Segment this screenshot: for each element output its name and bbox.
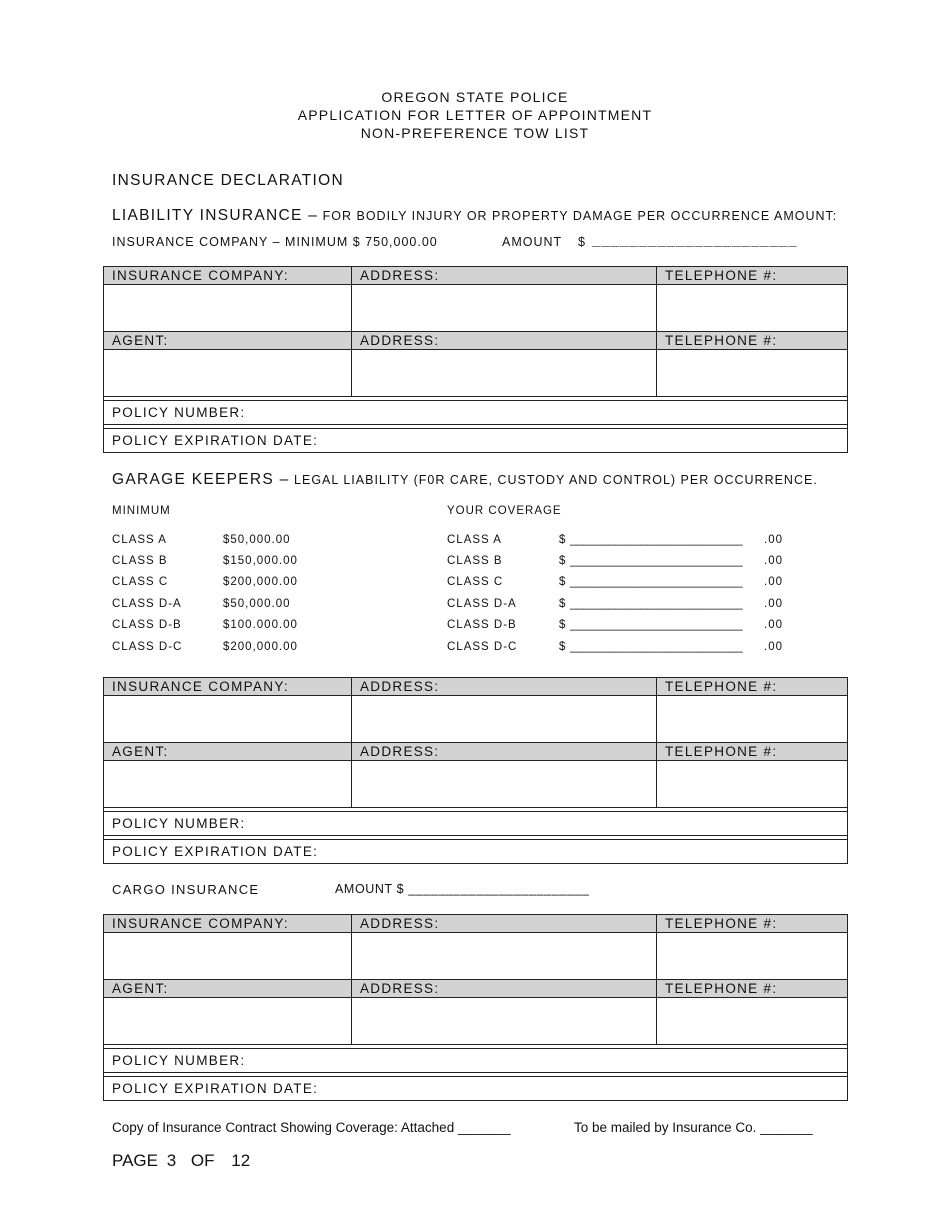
coverage-dollar: $ — [559, 534, 567, 546]
coverage-dollar: $ — [559, 598, 567, 610]
insurance-company-label: INSURANCE COMPANY: — [104, 267, 352, 285]
garage-heading — [112, 471, 818, 489]
agent-field[interactable] — [104, 761, 352, 808]
policy-number-field[interactable]: POLICY NUMBER: — [104, 1049, 848, 1073]
agent-address-field[interactable] — [352, 761, 657, 808]
coverage-amount-field[interactable]: ___________________________ — [570, 641, 743, 653]
insurance-company-field[interactable] — [104, 285, 352, 332]
coverage-amount-field[interactable]: ___________________________ — [570, 598, 743, 610]
coverage-amount-field[interactable]: ___________________________ — [570, 619, 743, 631]
class-name: CLASS D-B — [112, 619, 182, 631]
agent-address-label: ADDRESS: — [352, 980, 657, 998]
coverage-suffix: .00 — [764, 555, 783, 567]
page-number: 3 — [166, 1151, 177, 1170]
liability-subtitle: FOR BODILY INJURY OR PROPERTY DAMAGE PER OCCURRENCE AMOUNT: — [322, 209, 838, 223]
coverage-suffix: .00 — [764, 641, 783, 653]
coverage-amount-field[interactable]: ___________________________ — [570, 576, 743, 588]
telephone-field[interactable] — [657, 933, 848, 980]
agent-address-field[interactable] — [352, 998, 657, 1045]
page-total: 12 — [231, 1151, 251, 1170]
agent-label: AGENT: — [104, 980, 352, 998]
policy-number-field[interactable]: POLICY NUMBER: — [104, 812, 848, 836]
liability-title: LIABILITY INSURANCE – — [112, 207, 319, 224]
agent-label: AGENT: — [104, 332, 352, 350]
coverage-class-name: CLASS D-C — [447, 641, 518, 653]
cargo-title: CARGO INSURANCE — [112, 882, 260, 897]
class-name: CLASS C — [112, 576, 169, 588]
header-line-3: NON-PREFERENCE TOW LIST — [360, 125, 590, 141]
telephone-label: TELEPHONE #: — [657, 267, 848, 285]
coverage-amount-field[interactable]: ___________________________ — [570, 555, 743, 567]
class-minimum: $200,000.00 — [223, 641, 298, 653]
liability-amount-field[interactable]: ______________________ — [592, 232, 798, 249]
coverage-class-name: CLASS A — [447, 534, 502, 546]
header-line-2: APPLICATION FOR LETTER OF APPOINTMENT — [297, 107, 653, 123]
agent-address-label: ADDRESS: — [352, 743, 657, 761]
agent-field[interactable] — [104, 998, 352, 1045]
mailed-by-insurance-field[interactable]: To be mailed by Insurance Co. _______ — [574, 1120, 813, 1135]
address-field[interactable] — [352, 285, 657, 332]
agent-telephone-label: TELEPHONE #: — [657, 980, 848, 998]
liability-dollar: $ — [578, 235, 586, 249]
header-line-1: OREGON STATE POLICE — [381, 89, 569, 105]
coverage-suffix: .00 — [764, 534, 783, 546]
page-indicator — [112, 1151, 250, 1171]
garage-title: GARAGE KEEPERS – — [112, 471, 290, 488]
agent-telephone-field[interactable] — [657, 998, 848, 1045]
class-minimum: $50,000.00 — [223, 598, 291, 610]
policy-expiration-field[interactable]: POLICY EXPIRATION DATE: — [104, 429, 848, 453]
page-label: PAGE — [112, 1151, 158, 1170]
telephone-field[interactable] — [657, 696, 848, 743]
garage-insurance-table — [103, 677, 848, 864]
telephone-label: TELEPHONE #: — [657, 915, 848, 933]
liability-heading — [112, 207, 837, 225]
coverage-suffix: .00 — [764, 619, 783, 631]
agent-address-field[interactable] — [352, 350, 657, 397]
class-minimum: $100.000.00 — [223, 619, 298, 631]
coverage-class-name: CLASS D-A — [447, 598, 517, 610]
coverage-dollar: $ — [559, 576, 567, 588]
agent-telephone-label: TELEPHONE #: — [657, 332, 848, 350]
agent-label: AGENT: — [104, 743, 352, 761]
coverage-class-name: CLASS B — [447, 555, 503, 567]
agent-telephone-field[interactable] — [657, 350, 848, 397]
cargo-insurance-table — [103, 914, 848, 1101]
address-label: ADDRESS: — [352, 267, 657, 285]
class-name: CLASS D-A — [112, 598, 182, 610]
copy-attached-field[interactable]: Copy of Insurance Contract Showing Coverage: Attached _______ — [112, 1120, 511, 1135]
insurance-company-field[interactable] — [104, 696, 352, 743]
your-coverage-label: YOUR COVERAGE — [447, 505, 562, 517]
insurance-company-field[interactable] — [104, 933, 352, 980]
of-label: OF — [190, 1151, 215, 1170]
coverage-dollar: $ — [559, 619, 567, 631]
agent-address-label: ADDRESS: — [352, 332, 657, 350]
telephone-label: TELEPHONE #: — [657, 678, 848, 696]
section-title: INSURANCE DECLARATION — [112, 172, 344, 189]
address-label: ADDRESS: — [352, 678, 657, 696]
cargo-amount-field[interactable]: AMOUNT $ ________________________ — [335, 882, 590, 896]
class-name: CLASS B — [112, 555, 168, 567]
policy-expiration-field[interactable]: POLICY EXPIRATION DATE: — [104, 1077, 848, 1101]
telephone-field[interactable] — [657, 285, 848, 332]
insurance-company-label: INSURANCE COMPANY: — [104, 915, 352, 933]
agent-telephone-label: TELEPHONE #: — [657, 743, 848, 761]
class-minimum: $200,000.00 — [223, 576, 298, 588]
liability-amount-label: AMOUNT — [502, 235, 563, 249]
address-field[interactable] — [352, 696, 657, 743]
address-field[interactable] — [352, 933, 657, 980]
address-label: ADDRESS: — [352, 915, 657, 933]
agent-field[interactable] — [104, 350, 352, 397]
coverage-suffix: .00 — [764, 598, 783, 610]
coverage-suffix: .00 — [764, 576, 783, 588]
class-name: CLASS D-C — [112, 641, 183, 653]
garage-subtitle: LEGAL LIABILITY (F0R CARE, CUSTODY AND CONTROL) PER OCCURRENCE. — [294, 473, 818, 487]
coverage-amount-field[interactable]: ___________________________ — [570, 534, 743, 546]
coverage-dollar: $ — [559, 555, 567, 567]
policy-expiration-field[interactable]: POLICY EXPIRATION DATE: — [104, 840, 848, 864]
minimum-label: MINIMUM — [112, 505, 171, 517]
policy-number-field[interactable]: POLICY NUMBER: — [104, 401, 848, 425]
coverage-dollar: $ — [559, 641, 567, 653]
insurance-company-label: INSURANCE COMPANY: — [104, 678, 352, 696]
liability-insurance-table — [103, 266, 848, 453]
liability-minimum: INSURANCE COMPANY – MINIMUM $ 750,000.00 — [112, 235, 438, 249]
coverage-class-name: CLASS C — [447, 576, 504, 588]
class-minimum: $50,000.00 — [223, 534, 291, 546]
class-minimum: $150,000.00 — [223, 555, 298, 567]
agent-telephone-field[interactable] — [657, 761, 848, 808]
class-name: CLASS A — [112, 534, 167, 546]
coverage-class-name: CLASS D-B — [447, 619, 517, 631]
